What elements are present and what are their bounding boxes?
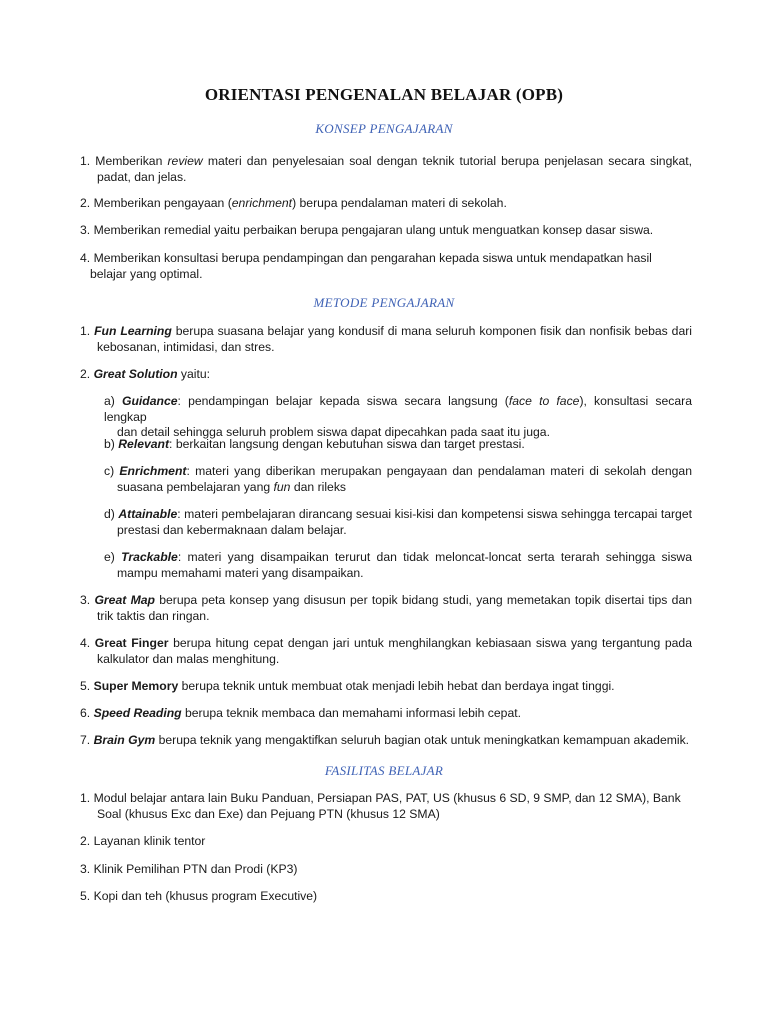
metode-item-fun-learning: 1. Fun Learning berupa suasana belajar yang kondusif di mana seluruh komponen fisik dan nonfisik bebas dari kebosanan, intimidasi, dan stres. [80, 324, 692, 354]
konsep-item-4: 4. Memberikan konsultasi berupa pendampingan dan pengarahan kepada siswa untuk mendapatkan hasil belajar yang optimal. [80, 251, 652, 281]
fasilitas-item-5: 5. Kopi dan teh (khusus program Executive) [80, 889, 318, 903]
konsep-item-3: 3. Memberikan remedial yaitu perbaikan berupa pengajaran ulang untuk menguatkan konsep dasar siswa. [80, 223, 654, 237]
metode-item-super-memory: 5. Super Memory berupa teknik untuk membuat otak menjadi lebih hebat dan berdaya ingat tinggi. [80, 679, 615, 693]
sub-item-attainable: d) Attainable: materi pembelajaran dirancang sesuai kisi-kisi dan kompetensi siswa sehingga tercapai target prestasi dan kebermaknaan dalam belajar. [104, 507, 692, 537]
metode-item-great-finger: 4. Great Finger berupa hitung cepat dengan jari untuk menghilangkan kebiasaan siswa yang tergantung pada kalkulator dan malas menghitung. [80, 636, 692, 666]
metode-item-great-map: 3. Great Map berupa peta konsep yang disusun per topik bidang studi, yang memetakan topik disertai tips dan trik taktis dan ringan. [80, 593, 693, 623]
metode-item-brain-gym: 7. Brain Gym berupa teknik yang mengaktifkan seluruh bagian otak untuk meningkatkan kemampuan akademik. [80, 733, 690, 747]
section-heading-fasilitas: FASILITAS BELAJAR [324, 763, 444, 778]
metode-item-great-solution: 2. Great Solution yaitu: [80, 367, 211, 381]
konsep-item-1: 1. Memberikan review materi dan penyelesaian soal dengan teknik tutorial berupa penjelasan secara singkat, padat, dan jelas. [80, 154, 692, 184]
fasilitas-item-2: 2. Layanan klinik tentor [80, 834, 206, 848]
sub-item-trackable: e) Trackable: materi yang disampaikan terurut dan tidak meloncat-loncat serta terarah sehingga siswa mampu memahami materi yang disampaikan. [104, 550, 692, 580]
sub-item-enrichment: c) Enrichment: materi yang diberikan merupakan pengayaan dan pendalaman materi di sekolah dengan suasana pembelajaran yang fun dan rileks [104, 464, 692, 494]
fasilitas-item-3: 3. Klinik Pemilihan PTN dan Prodi (KP3) [80, 862, 298, 876]
sub-item-guidance: a) Guidance: pendampingan belajar kepada siswa secara langsung (face to face), konsultasi secara lengkap dan detail sehingga seluruh problem siswa dapat dipecahkan pada saat itu juga. [104, 394, 692, 439]
fasilitas-item-1: 1. Modul belajar antara lain Buku Panduan, Persiapan PAS, PAT, US (khusus 6 SD, 9 SMP, dan 12 SMA), Bank Soal (khusus Exc dan Exe) dan Pejuang PTN (khusus 12 SMA) [80, 791, 681, 821]
section-heading-metode: METODE PENGAJARAN [313, 295, 455, 310]
metode-item-speed-reading: 6. Speed Reading berupa teknik membaca dan memahami informasi lebih cepat. [80, 706, 521, 720]
section-heading-konsep: KONSEP PENGAJARAN [315, 121, 453, 136]
document-title: ORIENTASI PENGENALAN BELAJAR (OPB) [204, 85, 564, 104]
sub-item-relevant: b) Relevant: berkaitan langsung dengan kebutuhan siswa dan target prestasi. [104, 437, 525, 451]
konsep-item-2: 2. Memberikan pengayaan (enrichment) berupa pendalaman materi di sekolah. [80, 196, 507, 210]
